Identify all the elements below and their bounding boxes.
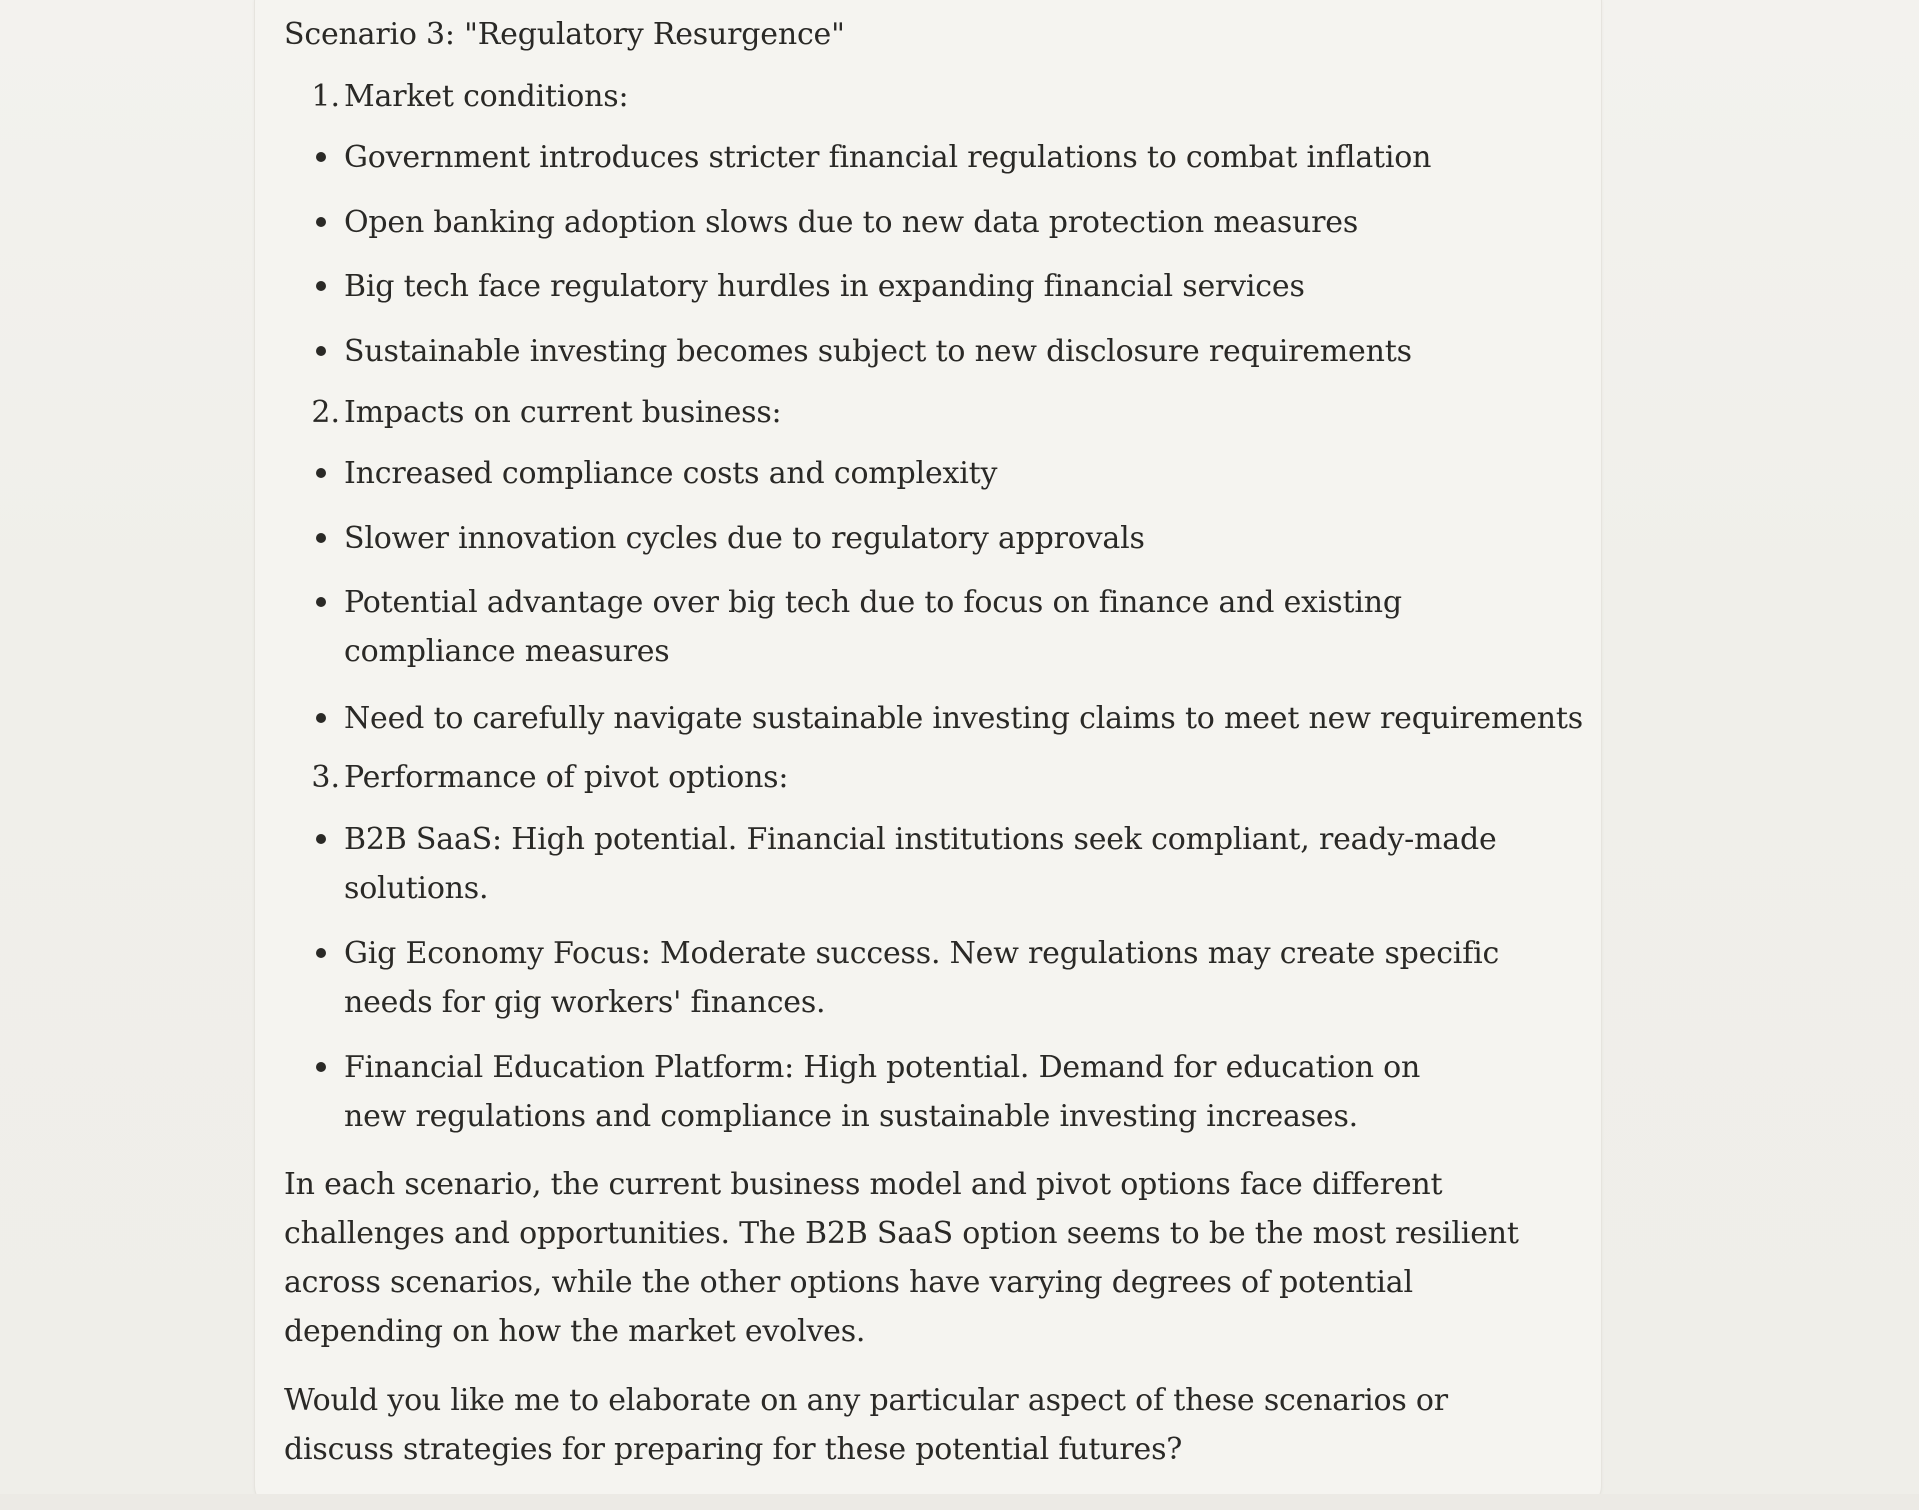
section-number: 2.: [311, 395, 340, 430]
list-item: Open banking adoption slows due to new data protection measures: [344, 205, 1359, 240]
list-item: Big tech face regulatory hurdles in expanding financial services: [344, 269, 1305, 304]
list-item: Need to carefully navigate sustainable investing claims to meet new requirements: [344, 701, 1583, 736]
list-item: Government introduces stricter financial regulations to combat inflation: [344, 140, 1432, 175]
bullet-marker: [316, 713, 326, 723]
bullet-marker: [316, 346, 326, 356]
list-item: Sustainable investing becomes subject to new disclosure requirements: [344, 334, 1412, 369]
bullet-marker: [316, 948, 326, 958]
list-item: Increased compliance costs and complexity: [344, 456, 998, 491]
followup-question: Would you like me to elaborate on any particular aspect of these scenarios or discuss strategies for preparing for these potential futures?: [284, 1383, 1448, 1467]
section-label: Impacts on current business:: [344, 395, 782, 430]
list-item: Potential advantage over big tech due to focus on finance and existing compliance measures: [344, 585, 1402, 669]
bullet-marker: [316, 217, 326, 227]
bottom-edge: [0, 1494, 1919, 1510]
list-item: Financial Education Platform: High potential. Demand for education on new regulations and compliance in sustainable investing increases.: [344, 1050, 1421, 1134]
bullet-marker: [316, 597, 326, 607]
bullet-marker: [316, 1062, 326, 1072]
bullet-marker: [316, 468, 326, 478]
section-label: Market conditions:: [344, 79, 629, 114]
bullet-marker: [316, 152, 326, 162]
bullet-marker: [316, 533, 326, 543]
list-item: B2B SaaS: High potential. Financial institutions seek compliant, ready-made solutions.: [344, 822, 1497, 906]
bullet-marker: [316, 281, 326, 291]
bullet-marker: [316, 834, 326, 844]
section-number: 3.: [311, 760, 340, 795]
conclusion-paragraph: In each scenario, the current business model and pivot options face different challenges and opportunities. The B2B SaaS option seems to be the most resilient across scenarios, while the other options have varying degrees of potential depending on how the market evolves.: [284, 1167, 1519, 1349]
list-item: Slower innovation cycles due to regulatory approvals: [344, 521, 1145, 556]
section-number: 1.: [311, 79, 340, 114]
list-item: Gig Economy Focus: Moderate success. New regulations may create specific needs for gig workers' finances.: [344, 936, 1500, 1020]
section-label: Performance of pivot options:: [344, 760, 789, 795]
scenario-title: Scenario 3: "Regulatory Resurgence": [284, 17, 845, 52]
